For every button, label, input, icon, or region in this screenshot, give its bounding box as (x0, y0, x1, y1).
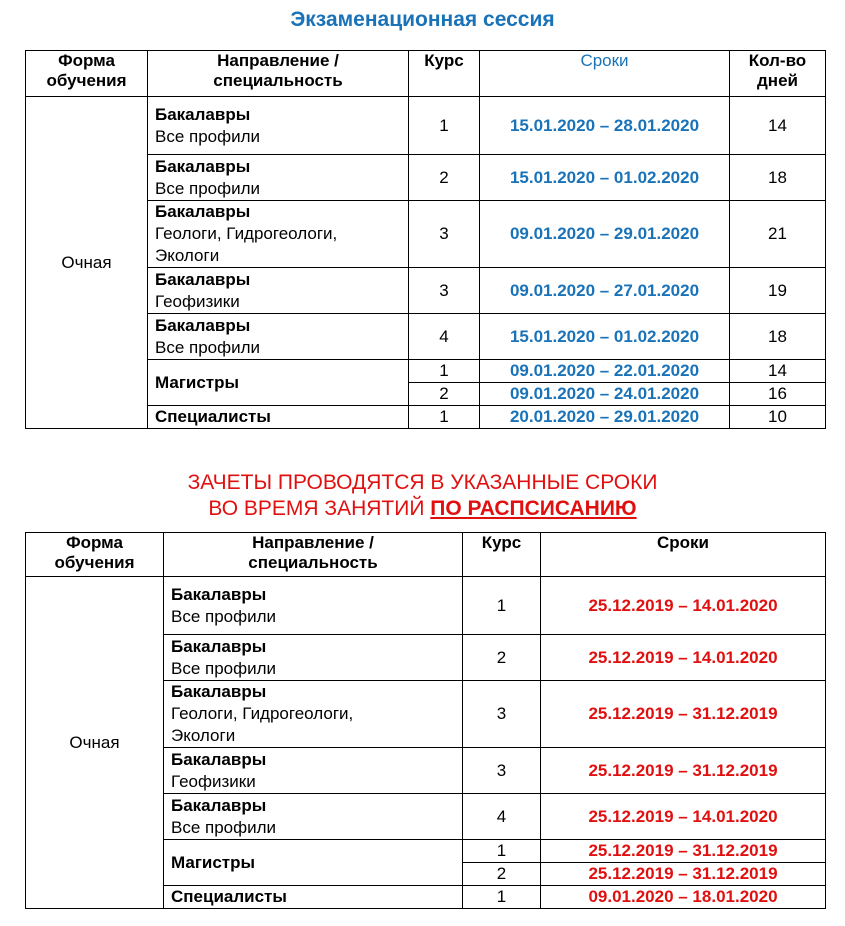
dates-cell: 25.12.2019 – 14.01.2020 (541, 577, 826, 635)
days-cell: 14 (730, 97, 826, 155)
header-course: Курс (409, 51, 480, 97)
course-cell: 1 (409, 97, 480, 155)
course-cell: 3 (463, 748, 541, 794)
direction-cell: Бакалавры Все профили (148, 314, 409, 360)
direction-cell: Бакалавры Геофизики (148, 268, 409, 314)
dates-cell: 15.01.2020 – 01.02.2020 (480, 314, 730, 360)
header-dates: Сроки (541, 533, 826, 577)
direction-cell-masters: Магистры (164, 840, 463, 886)
dates-cell: 09.01.2020 – 29.01.2020 (480, 201, 730, 268)
days-cell: 10 (730, 406, 826, 429)
days-cell: 18 (730, 155, 826, 201)
course-cell: 1 (409, 406, 480, 429)
header-course: Курс (463, 533, 541, 577)
direction-cell: Бакалавры Геологи, Гидрогеологи, Экологи (164, 681, 463, 748)
direction-cell: Бакалавры Все профили (164, 577, 463, 635)
exam-session-table (25, 50, 826, 429)
header-form: Форма обучения (26, 533, 164, 577)
course-cell: 4 (409, 314, 480, 360)
course-cell: 1 (409, 360, 480, 383)
direction-cell: Бакалавры Геофизики (164, 748, 463, 794)
direction-cell-masters: Магистры (148, 360, 409, 406)
credit-table (25, 532, 826, 909)
table-header-row (26, 51, 826, 97)
course-cell: 2 (409, 383, 480, 406)
days-cell: 16 (730, 383, 826, 406)
exam-session-title: Экзаменационная сессия (290, 8, 555, 31)
dates-cell: 20.01.2020 – 29.01.2020 (480, 406, 730, 429)
direction-cell: Бакалавры Все профили (148, 97, 409, 155)
notice-emphasis: ПО РАСПСИСАНИЮ (430, 497, 637, 520)
course-cell: 2 (463, 863, 541, 886)
course-cell: 1 (463, 840, 541, 863)
direction-cell: Бакалавры Геологи, Гидрогеологи, Экологи (148, 201, 409, 268)
dates-cell: 09.01.2020 – 24.01.2020 (480, 383, 730, 406)
direction-cell-specialists: Специалисты (164, 886, 463, 909)
direction-cell: Бакалавры Все профили (148, 155, 409, 201)
notice-line-2: ВО ВРЕМЯ ЗАНЯТИЙ ПО РАСПСИСАНИЮ (208, 497, 637, 520)
dates-cell: 25.12.2019 – 31.12.2019 (541, 681, 826, 748)
direction-cell-specialists: Специалисты (148, 406, 409, 429)
course-cell: 2 (463, 635, 541, 681)
header-form: Форма обучения (26, 51, 148, 97)
credits-notice (0, 470, 845, 522)
course-cell: 3 (409, 201, 480, 268)
course-cell: 2 (409, 155, 480, 201)
direction-cell: Бакалавры Все профили (164, 794, 463, 840)
direction-cell: Бакалавры Все профили (164, 635, 463, 681)
table-row (26, 97, 826, 155)
table-row (26, 577, 826, 635)
dates-cell: 09.01.2020 – 27.01.2020 (480, 268, 730, 314)
days-cell: 19 (730, 268, 826, 314)
days-cell: 21 (730, 201, 826, 268)
course-cell: 4 (463, 794, 541, 840)
days-cell: 14 (730, 360, 826, 383)
dates-cell: 25.12.2019 – 14.01.2020 (541, 794, 826, 840)
course-cell: 3 (463, 681, 541, 748)
header-dates: Сроки (480, 51, 730, 97)
dates-cell: 25.12.2019 – 31.12.2019 (541, 748, 826, 794)
course-cell: 3 (409, 268, 480, 314)
dates-cell: 09.01.2020 – 22.01.2020 (480, 360, 730, 383)
days-cell: 18 (730, 314, 826, 360)
form-value: Очная (26, 577, 164, 909)
dates-cell: 15.01.2020 – 01.02.2020 (480, 155, 730, 201)
notice-line-1: ЗАЧЕТЫ ПРОВОДЯТСЯ В УКАЗАННЫЕ СРОКИ (187, 471, 658, 494)
course-cell: 1 (463, 577, 541, 635)
form-value: Очная (26, 97, 148, 429)
header-direction: Направление / специальность (148, 51, 409, 97)
dates-cell: 15.01.2020 – 28.01.2020 (480, 97, 730, 155)
header-direction: Направление / специальность (164, 533, 463, 577)
header-days: Кол-во дней (730, 51, 826, 97)
table-header-row (26, 533, 826, 577)
dates-cell: 25.12.2019 – 14.01.2020 (541, 635, 826, 681)
dates-cell: 25.12.2019 – 31.12.2019 (541, 863, 826, 886)
dates-cell: 09.01.2020 – 18.01.2020 (541, 886, 826, 909)
dates-cell: 25.12.2019 – 31.12.2019 (541, 840, 826, 863)
course-cell: 1 (463, 886, 541, 909)
